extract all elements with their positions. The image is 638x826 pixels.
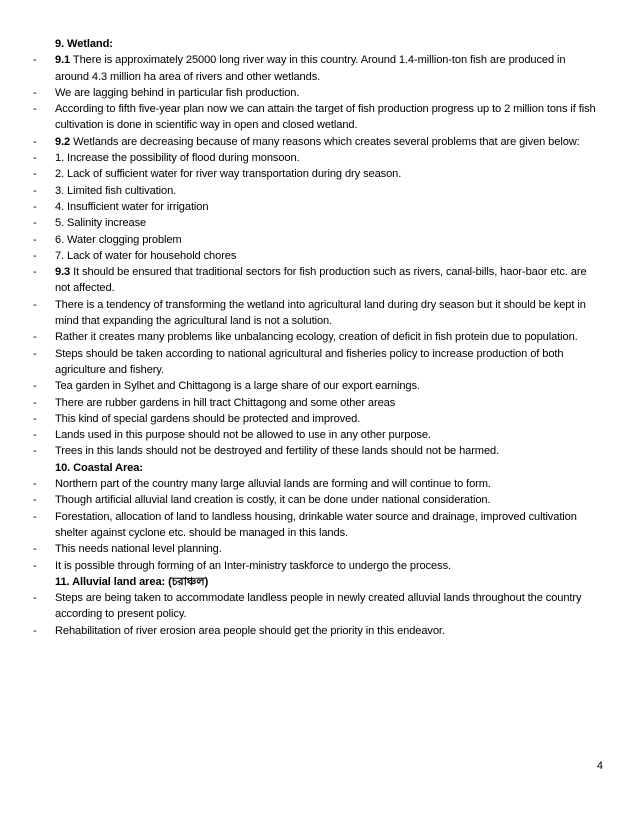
bullet-text bbox=[55, 166, 598, 182]
bullet-text bbox=[55, 101, 598, 134]
bullet-item bbox=[33, 85, 598, 101]
bullet-item bbox=[33, 492, 598, 508]
bullet-text bbox=[55, 509, 598, 542]
bullet-body-text: There are rubber gardens in hill tract Chittagong and some other areas bbox=[55, 396, 396, 409]
bullet-body-text: Steps should be taken according to national agricultural and fisheries policy to increase production of both agriculture and fishery. bbox=[55, 347, 564, 376]
bullet-body-text: We are lagging behind in particular fish production. bbox=[55, 86, 300, 99]
bullet-text bbox=[55, 378, 598, 394]
bullet-body-text: There is approximately 25000 long river way in this country. Around 1.4-million-ton fish are produced in around 4.3 million ha area of rivers and other wetlands. bbox=[55, 54, 566, 83]
dash-bullet-marker: - bbox=[33, 624, 37, 637]
bullet-body-text: Northern part of the country many large alluvial lands are forming and will continue to form. bbox=[55, 478, 491, 491]
bullet-item bbox=[33, 509, 598, 542]
page-number: 4 bbox=[596, 760, 603, 772]
bullet-body-text: 6. Water clogging problem bbox=[55, 233, 182, 246]
bullet-text bbox=[55, 134, 598, 150]
bullet-body-text: Forestation, allocation of land to landless housing, drinkable water source and drainage, improved cultivation shelter against cyclone etc. should be managed in this lands. bbox=[55, 510, 577, 539]
bullet-item bbox=[33, 329, 598, 345]
dash-bullet-marker: - bbox=[33, 559, 37, 572]
dash-bullet-marker: - bbox=[33, 298, 37, 311]
bullet-item bbox=[33, 52, 598, 85]
section-heading: 9. Wetland: bbox=[55, 38, 113, 50]
dash-bullet-marker: - bbox=[33, 380, 37, 393]
bullet-item bbox=[33, 346, 598, 379]
bullet-item bbox=[33, 134, 598, 150]
bullet-body-text: Tea garden in Sylhet and Chittagong is a large share of our export earnings. bbox=[55, 380, 420, 393]
section-heading: 10. Coastal Area: bbox=[55, 461, 143, 474]
dash-bullet-marker: - bbox=[33, 592, 37, 605]
bullet-body-text: Though artificial alluvial land creation is costly, it can be done under national consideration. bbox=[55, 494, 491, 507]
bullet-item bbox=[33, 443, 598, 459]
bullet-item bbox=[33, 541, 598, 557]
dash-bullet-marker: - bbox=[33, 445, 37, 458]
dash-bullet-marker: - bbox=[33, 396, 37, 409]
bullet-text bbox=[55, 232, 598, 248]
dash-bullet-marker: - bbox=[33, 217, 37, 230]
bullet-item bbox=[33, 411, 598, 427]
bullet-text bbox=[55, 590, 598, 623]
bullet-item bbox=[33, 590, 598, 623]
bullet-body-text: 5. Salinity increase bbox=[55, 217, 147, 230]
bullet-text bbox=[55, 264, 598, 297]
bullet-text bbox=[55, 297, 598, 330]
bullet-item bbox=[33, 395, 598, 411]
dash-bullet-marker: - bbox=[33, 135, 37, 148]
bullet-item bbox=[33, 427, 598, 443]
dash-bullet-marker: - bbox=[33, 429, 37, 442]
bullet-item bbox=[33, 476, 598, 492]
bullet-body-text: According to fifth five-year plan now we can attain the target of fish production progress up to 2 million tons if fish cultivation is done in scientific way in open and closed wetland. bbox=[55, 103, 596, 132]
bullet-body-text: Wetlands are decreasing because of many reasons which creates several problems that are given below: bbox=[70, 135, 580, 148]
bullet-item bbox=[33, 166, 598, 182]
dash-bullet-marker: - bbox=[33, 510, 37, 523]
dash-bullet-marker: - bbox=[33, 494, 37, 507]
dash-bullet-marker: - bbox=[33, 249, 37, 262]
bullet-body-text: 7. Lack of water for household chores bbox=[55, 249, 237, 262]
bullet-body-text: Trees in this lands should not be destroyed and fertility of these lands should not be harmed. bbox=[55, 445, 500, 458]
dash-bullet-marker: - bbox=[33, 184, 37, 197]
bullet-text bbox=[55, 150, 598, 166]
bullet-body-text: It should be ensured that traditional sectors for fish production such as rivers, canal-bills, haor-baor etc. are not affected. bbox=[55, 266, 587, 295]
dash-bullet-marker: - bbox=[33, 54, 37, 67]
dash-bullet-marker: - bbox=[33, 103, 37, 116]
bullet-item bbox=[33, 101, 598, 134]
dash-bullet-marker: - bbox=[33, 86, 37, 99]
bullet-text bbox=[55, 346, 598, 379]
bullet-item bbox=[33, 232, 598, 248]
document-body bbox=[33, 36, 598, 639]
bullet-text bbox=[55, 215, 598, 231]
bullet-body-text: Lands used in this purpose should not be allowed to use in any other purpose. bbox=[55, 429, 431, 442]
bullet-body-text: 1. Increase the possibility of flood during monsoon. bbox=[55, 152, 300, 165]
bullet-text bbox=[55, 199, 598, 215]
bullet-text bbox=[55, 427, 598, 443]
bullet-body-text: Rehabilitation of river erosion area people should get the priority in this endeavor. bbox=[55, 624, 445, 637]
bullet-text bbox=[55, 411, 598, 427]
bullet-text bbox=[55, 248, 598, 264]
bullet-text bbox=[55, 623, 598, 639]
dash-bullet-marker: - bbox=[33, 543, 37, 556]
dash-bullet-marker: - bbox=[33, 233, 37, 246]
bullet-body-text: Steps are being taken to accommodate landless people in newly created alluvial lands throughout the country according to present policy. bbox=[55, 592, 582, 621]
subsection-number: 9.1 bbox=[55, 54, 71, 67]
bullet-text bbox=[55, 183, 598, 199]
bullet-body-text: 4. Insufficient water for irrigation bbox=[55, 200, 209, 213]
bullet-item bbox=[33, 558, 598, 574]
dash-bullet-marker: - bbox=[33, 152, 37, 165]
bullet-body-text: This kind of special gardens should be protected and improved. bbox=[55, 412, 361, 425]
bullet-text bbox=[55, 541, 598, 557]
bullet-body-text: This needs national level planning. bbox=[55, 543, 222, 556]
bullet-text bbox=[55, 443, 598, 459]
subsection-number: 9.2 bbox=[55, 135, 71, 148]
bullet-text bbox=[55, 476, 598, 492]
bullet-body-text: 2. Lack of sufficient water for river way transportation during dry season. bbox=[55, 168, 402, 181]
bullet-body-text: There is a tendency of transforming the wetland into agricultural land during dry season but it should be kept in mind that expanding the agricultural land is not a solution. bbox=[55, 298, 586, 328]
bullet-text bbox=[55, 395, 598, 411]
bullet-item bbox=[33, 215, 598, 231]
bullet-text bbox=[55, 492, 598, 508]
bullet-body-text: It is possible through forming of an Inter-ministry taskforce to undergo the process. bbox=[55, 559, 452, 572]
bullet-item bbox=[33, 297, 598, 330]
bullet-text bbox=[55, 329, 598, 345]
section-heading: 11. Alluvial land area: (চরাঞ্চল) bbox=[55, 575, 209, 588]
subsection-number: 9.3 bbox=[55, 266, 71, 279]
dash-bullet-marker: - bbox=[33, 478, 37, 491]
dash-bullet-marker: - bbox=[33, 331, 37, 344]
bullet-item bbox=[33, 199, 598, 215]
bullet-item bbox=[33, 623, 598, 639]
dash-bullet-marker: - bbox=[33, 347, 37, 360]
bullet-item bbox=[33, 378, 598, 394]
dash-bullet-marker: - bbox=[33, 200, 37, 213]
bullet-item bbox=[33, 183, 598, 199]
bullet-body-text: Rather it creates many problems like unbalancing ecology, creation of deficit in fish protein due to population. bbox=[55, 331, 578, 344]
dash-bullet-marker: - bbox=[33, 168, 37, 181]
dash-bullet-marker: - bbox=[33, 412, 37, 425]
dash-bullet-marker: - bbox=[33, 266, 37, 279]
bullet-text bbox=[55, 85, 598, 101]
bullet-text bbox=[55, 558, 598, 574]
bullet-item bbox=[33, 264, 598, 297]
bullet-item bbox=[33, 150, 598, 166]
bullet-item bbox=[33, 248, 598, 264]
bullet-text bbox=[55, 52, 598, 85]
bullet-body-text: 3. Limited fish cultivation. bbox=[55, 184, 177, 197]
